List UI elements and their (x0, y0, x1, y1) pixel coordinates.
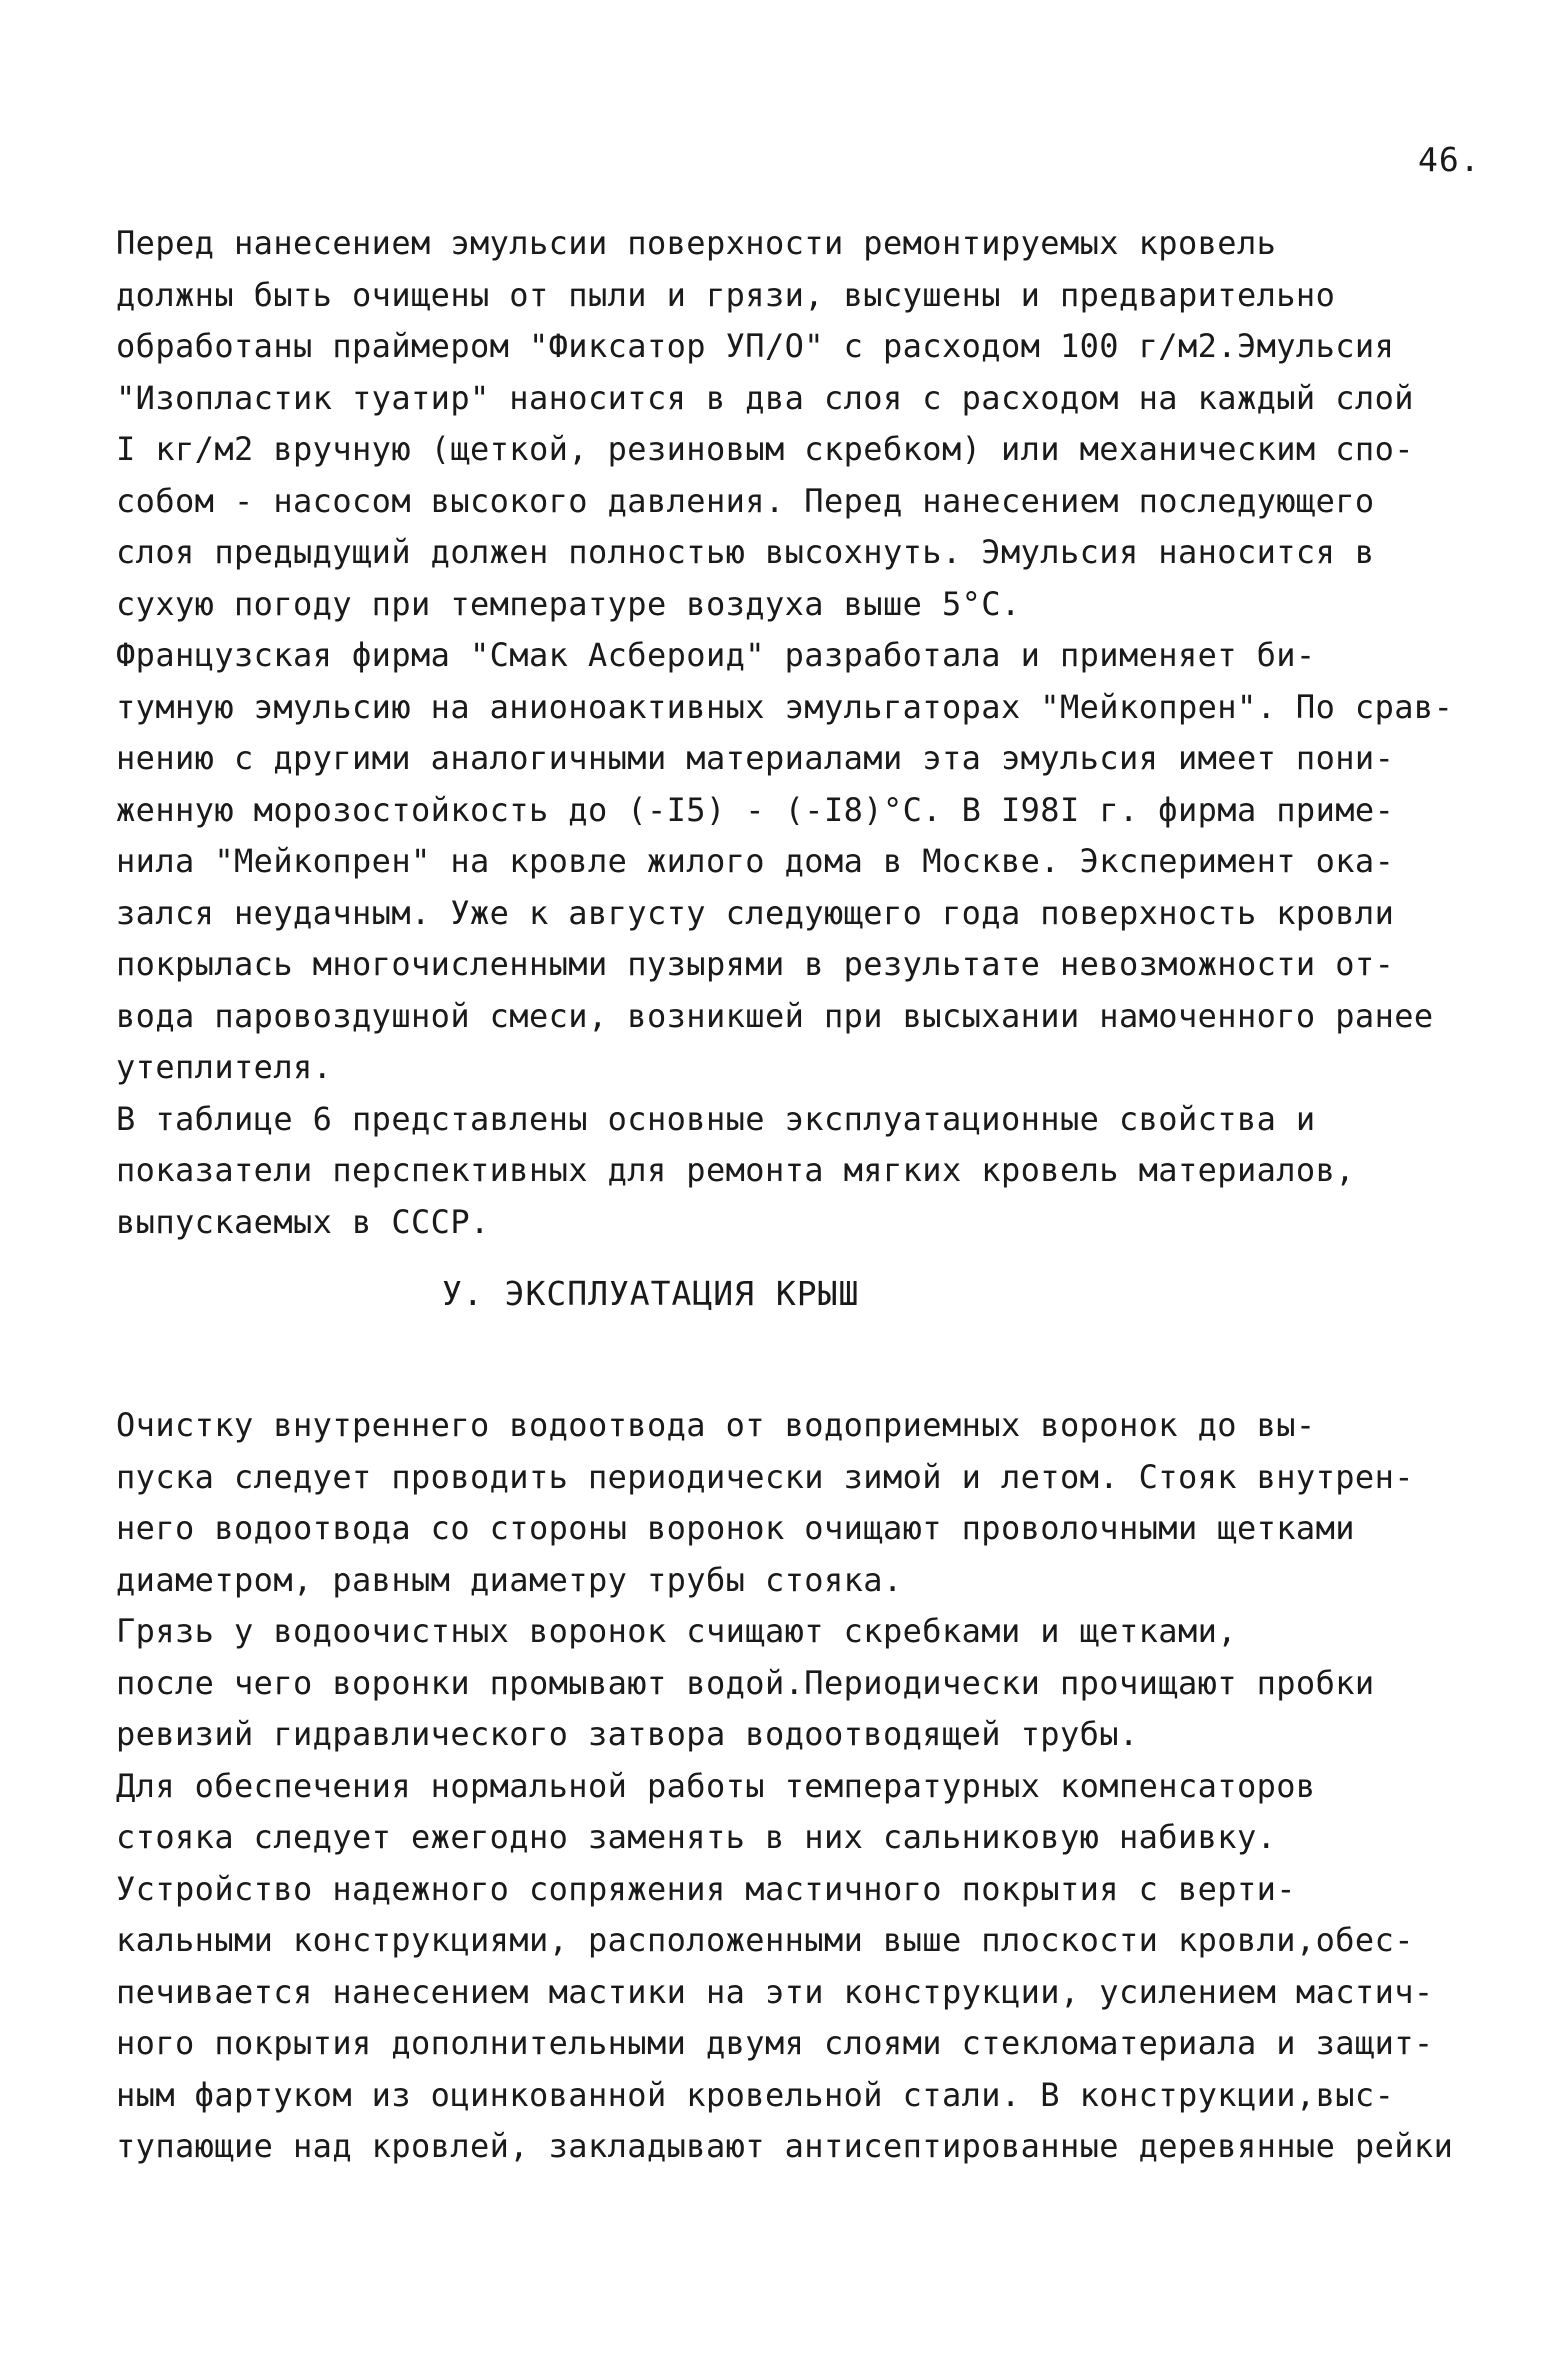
page-number: 46. (1418, 140, 1481, 179)
text-line: него водоотвода со стороны воронок очищают проволочными щетками (116, 1509, 1355, 1547)
text-line: Перед нанесением эмульсии поверхности ремонтируемых кровель (116, 224, 1277, 262)
text-line: покрылась многочисленными пузырями в результате невозможности от- (116, 945, 1395, 983)
text-line: зался неудачным. Уже к августу следующего года поверхность кровли (116, 893, 1395, 932)
text-line: В таблице 6 представлены основные эксплуатационные свойства и (116, 1099, 1316, 1138)
text-line: нила "Мейкопрен" на кровле жилого дома в Москве. Эксперимент ока- (116, 842, 1395, 880)
text-line: нению с другими аналогичными материалами эта эмульсия имеет пони- (116, 739, 1395, 777)
paragraph-drain-cleaning (116, 1400, 1506, 1606)
text-line: Для обеспечения нормальной работы температурных компенсаторов (116, 1766, 1316, 1805)
paragraph-compensators (116, 1761, 1506, 1864)
body-text (116, 218, 1506, 2173)
text-line: показатели перспективных для ремонта мягких кровель материалов, (116, 1151, 1355, 1189)
text-line: I кг/м2 вручную (щеткой, резиновым скребком) или механическим спо- (116, 430, 1414, 468)
text-line: стояка следует ежегодно заменять в них сальниковую набивку. (116, 1818, 1277, 1856)
text-line: обработаны праймером "Фиксатор УП/О" с расходом 100 г/м2.Эмульсия (116, 327, 1395, 365)
text-line: собом - насосом высокого давления. Перед нанесением последующего (116, 481, 1375, 520)
paragraph-table-reference (116, 1094, 1506, 1249)
text-line: утеплителя. (116, 1048, 333, 1086)
spacer (116, 1340, 1506, 1400)
text-line: пуска следует проводить периодически зимой и летом. Стояк внутрен- (116, 1457, 1414, 1496)
text-line: диаметром, равным диаметру трубы стояка. (116, 1560, 903, 1599)
text-line: Устройство надежного сопряжения мастичного покрытия с верти- (116, 1869, 1296, 1908)
paragraph-emulsion-application (116, 218, 1506, 630)
text-line: Французская фирма "Смак Асбероид" разработала и применяет би- (116, 636, 1316, 674)
section-heading-wrap (116, 1248, 1506, 1340)
text-line: после чего воронки промывают водой.Периодически прочищают пробки (116, 1663, 1375, 1702)
text-line: должны быть очищены от пыли и грязи, высушены и предварительно (116, 275, 1336, 314)
text-line: сухую погоду при температуре воздуха выше 5°С. (116, 584, 1021, 623)
text-line: ным фартуком из оцинкованной кровельной стали. В конструкции,выс- (116, 2075, 1395, 2114)
text-line: "Изопластик туатир" наносится в два слоя с расходом на каждый слой (116, 378, 1414, 417)
text-line: печивается нанесением мастики на эти конструкции, усилением мастич- (116, 1972, 1434, 2011)
paragraph-funnel-dirt (116, 1606, 1506, 1761)
section-heading: У. ЭКСПЛУАТАЦИЯ КРЫШ (442, 1274, 860, 1313)
text-line: тупающие над кровлей, закладывают антисептированные деревянные рейки (116, 2127, 1454, 2165)
text-line: кальными конструкциями, расположенными выше плоскости кровли,обес- (116, 1921, 1414, 1959)
text-line: ного покрытия дополнительными двумя слоями стекломатериала и защит- (116, 2024, 1434, 2062)
text-line: слоя предыдущий должен полностью высохнуть. Эмульсия наносится в (116, 533, 1375, 571)
text-line: Грязь у водоочистных воронок счищают скребками и щетками, (116, 1612, 1237, 1650)
text-line: тумную эмульсию на анионоактивных эмульгаторах "Мейкопрен". По срав- (116, 687, 1454, 726)
text-line: ревизий гидравлического затвора водоотводящей трубы. (116, 1715, 1139, 1753)
text-line: Очистку внутреннего водоотвода от водоприемных воронок до вы- (116, 1406, 1316, 1444)
text-line: выпускаемых в СССР. (116, 1202, 490, 1241)
paragraph-french-firm (116, 630, 1506, 1094)
text-line: вода паровоздушной смеси, возникшей при высыхании намоченного ранее (116, 996, 1434, 1035)
paragraph-mastic-joint (116, 1864, 1506, 2173)
text-line: женную морозостойкость до (-I5) - (-I8)°С. В I98I г. фирма приме- (116, 790, 1395, 829)
